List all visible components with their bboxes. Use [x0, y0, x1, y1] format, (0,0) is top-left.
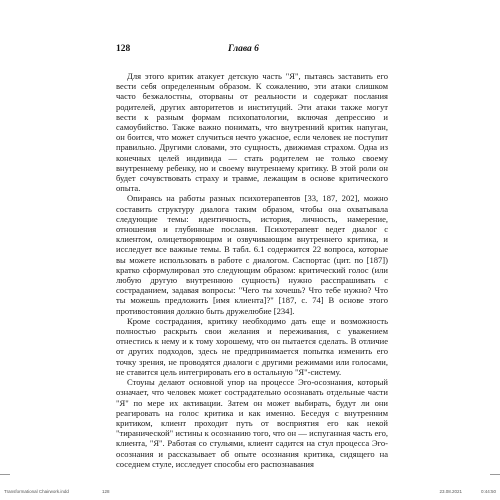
slug-page: 128	[102, 489, 110, 494]
print-slug	[4, 489, 496, 497]
running-head	[116, 44, 388, 58]
paragraph: Стоуны делают основной упор на процессе Эго-осознания, который означает, что человек может сострадательно осознавать отдельные части "Я" по мере их активации. Затем он может выбирать, будут ли они реагировать на голос критика и как именно. Беседуя с внутренним критиком, клиент проходит путь от восприятия его как некой "тиранической" истины к осознанию того, что он — испуганная часть его, клиента, "Я". Работая со стульями, клиент садится на стул процесса Эго-осознания и рассказывает об опыте осознания критика, сидящего на соседнем стуле, исследует способы его распознавания	[116, 377, 388, 469]
paragraph: Кроме сострадания, критику необходимо дать еще и возможность полностью раскрыть свои желания и переживания, с уважением отнестись к нему и к тому хорошему, что он пытается сделать. В отличие от других подходов, здесь не предпринимается попытка изменить его точку зрения, не проводятся диалоги с другими режимами или голосами, не ставится цель интегрировать его в остальную "Я"-систему.	[116, 315, 388, 377]
chapter-title: Глава 6	[228, 44, 259, 54]
paragraph: Для этого критик атакует детскую часть "Я", пытаясь заставить его вести себя определенным образом. К сожалению, эти атаки слишком часто безжалостны, оторваны от реальности и содержат послания родителей, других авторитетов и институций. Эти атаки также могут вести к разным формам психопатологии, включая депрессию и самоубийство. Также важно понимать, что внутренний критик напуган, он боится, что может случиться нечто ужасное, если человек не поступит правильно. Другими словами, это сущность, движимая страхом. Одна из конечных целей индивида — стать родителем не только своему внутреннему ребенку, но и своему внутреннему критику. В этой роли он будет сочувствовать страху и травме, лежащим в основе критического опыта.	[116, 71, 388, 194]
crop-mark	[490, 474, 500, 475]
slug-time: 0:44:50	[480, 489, 496, 494]
page-number: 128	[116, 44, 131, 54]
paragraph: Опираясь на работы разных психотерапевтов [33, 187, 202], можно составить структуру диалога таким образом, чтобы она охватывала следующие темы: идентичность, история, личность, намерение, отношения и глубинные послания. Психотерапевт ведет диалог с клиентом, олицетворяющим и озвучивающим внутреннего критика, и исследует все важные темы. В табл. 6.1 содержится 22 вопроса, которые вы можете использовать в работе с диалогом. Саспортас (цит. по [187]) кратко сформулировал это следующим образом: критический голос (или любую другую внутреннюю сущность) нужно расспрашивать с состраданием, задавая вопросы: "Чего ты хочешь? Что тебе нужно? Что ты можешь предложить [имя клиента]?" [187, с. 74] В основе этого противостояния должно быть дружелюбие [234].	[116, 193, 388, 316]
slug-filename: Transformational Chairwork.indd	[4, 489, 69, 494]
body-text	[116, 71, 388, 469]
slug-date: 23.08.2021	[439, 489, 462, 494]
crop-mark	[0, 474, 10, 475]
